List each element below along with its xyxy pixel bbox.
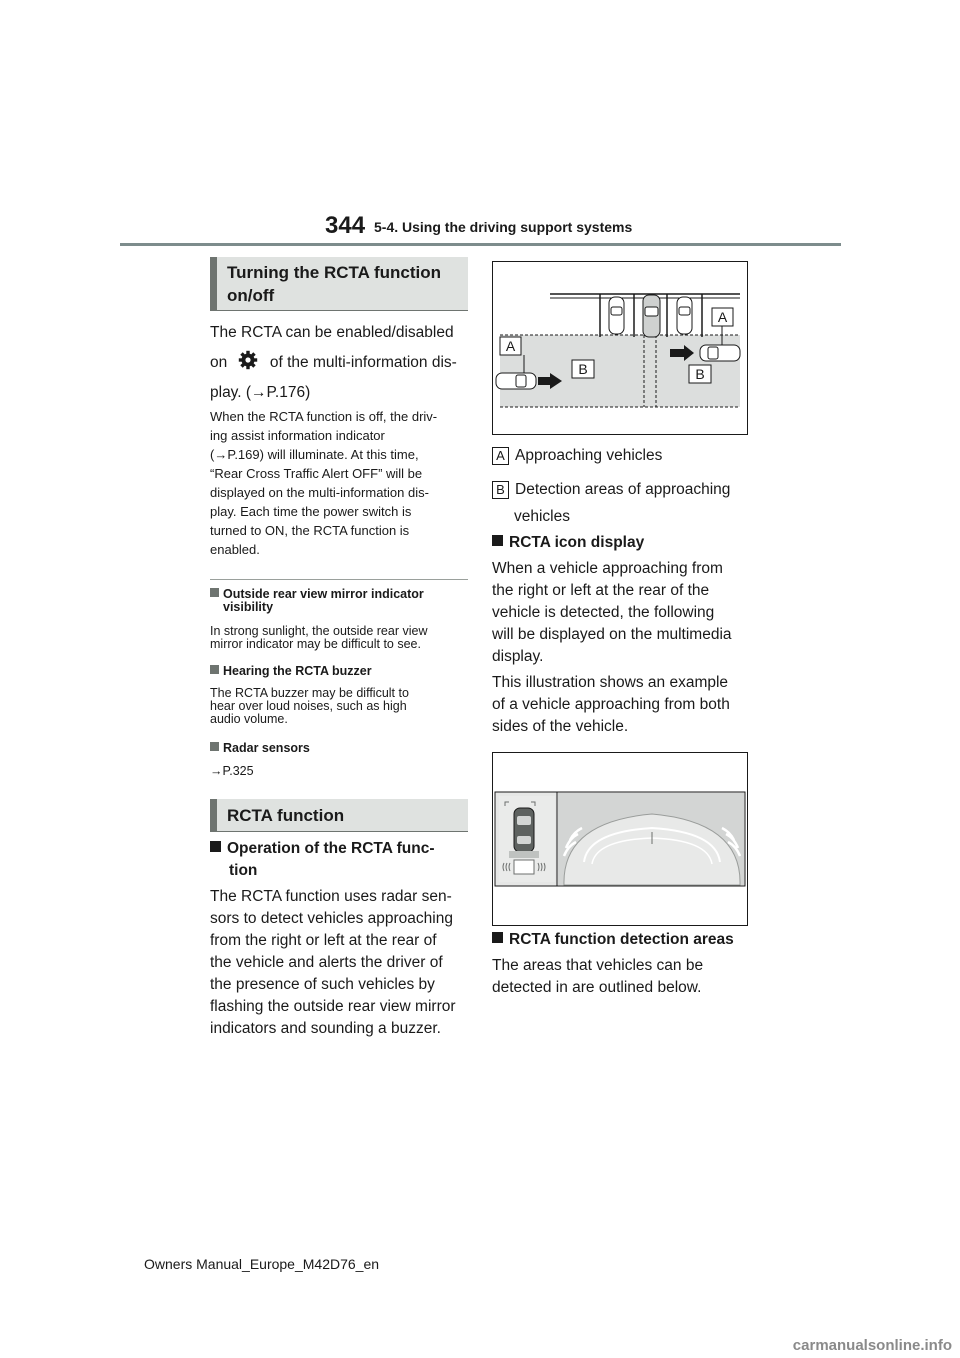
body-line: flashing the outside rear view mirror [210,998,456,1015]
intro-on: on [210,354,228,371]
note-block [210,407,437,559]
body-line: display. [492,648,544,665]
body-line: vehicle is detected, the following [492,604,715,621]
heading-turning-rcta [210,257,468,311]
parking-diagram [492,261,748,435]
body-line: This illustration shows an example [492,674,729,691]
note-line: play. Each time the power switch is [210,504,412,519]
subheading-text: Operation of the RCTA func- [227,840,435,857]
intro-rest: of the multi-information dis- [269,354,457,371]
info2-text [210,687,409,726]
body-line: detected in are outlined below. [492,979,702,996]
body-line: the right or left at the rear of the [492,582,710,599]
watermark: carmanualsonline.info [792,1337,952,1354]
label-a-left: A [505,338,516,354]
heading-rcta-function [210,799,468,832]
info2-line: hear over loud noises, such as high [210,699,407,713]
info2-title [210,665,372,678]
info2-line: audio volume. [210,712,288,726]
body-line: indicators and sounding a buzzer. [210,1020,441,1037]
body-line: The areas that vehicles can be [492,957,704,974]
intro-line-1: The RCTA can be enabled/disabled [210,324,454,341]
body-line: sides of the vehicle. [492,718,629,735]
body-line: the presence of such vehicles by [210,976,435,993]
note-line: turned to ON, the RCTA function is [210,523,410,538]
heading-text: RCTA function [227,806,345,825]
body-line: will be displayed on the multimedia [492,626,732,643]
header-rule [120,243,841,246]
body-line: When a vehicle approaching from [492,560,723,577]
operation-body [210,886,456,1040]
info-divider [210,579,468,580]
label-b-left: B [578,361,588,377]
subheading-text-2: tion [229,862,258,879]
subheading-detection-areas [492,929,734,951]
note-line: When the RCTA function is off, the driv- [210,409,438,424]
subheading-text: RCTA function detection areas [509,931,734,948]
label-a-right: A [717,309,728,325]
gear-icon [238,350,260,368]
note-line: displayed on the multi-information dis- [210,485,429,500]
icon-display-body-2 [492,672,730,738]
heading-line: Turning the RCTA function [227,263,442,282]
legend-b-text: Detection areas of approaching [515,481,731,498]
subheading-operation [210,838,435,882]
intro-line-3: play. (→P.176) [210,384,311,401]
body-line: The RCTA function uses radar sen- [210,888,452,905]
info3-title [210,742,310,755]
icon-display-body [492,558,732,668]
info3-text: →P.325 [210,764,254,778]
info3-title-text: Radar sensors [223,741,310,755]
label-b-right: B [695,366,705,382]
info1-line: In strong sunlight, the outside rear view [210,624,428,638]
info1-title-text: Outside rear view mirror indicator [223,587,424,601]
section-title: 5-4. Using the driving support systems [374,219,633,235]
info1-title [210,588,424,614]
info2-title-text: Hearing the RCTA buzzer [223,664,372,678]
page-number: 344 [325,212,366,239]
square-bullet-icon [492,535,503,546]
body-line: sors to detect vehicles approaching [210,910,453,927]
legend-b-line [492,479,730,501]
legend-b [492,479,730,528]
footer-text: Owners Manual_Europe_M42D76_en [144,1256,380,1272]
multimedia-display-illustration [492,752,748,926]
detection-areas-body [492,955,703,999]
legend-b-text-2: vehicles [514,508,570,525]
subheading-icon-display [492,532,644,554]
info1-line: mirror indicator may be difficult to see. [210,637,421,651]
body-line: the vehicle and alerts the driver of [210,954,443,971]
legend-a-text: Approaching vehicles [515,447,663,464]
info2-line: The RCTA buzzer may be difficult to [210,686,409,700]
subheading-line [210,838,435,860]
square-bullet-icon [210,742,219,751]
info1-title-text-2: visibility [223,600,274,614]
letter-b-box: B [492,481,509,499]
square-bullet-icon [210,665,219,674]
heading-line: on/off [227,286,275,305]
square-bullet-icon [210,841,221,852]
letter-a-box: A [492,447,509,465]
body-line: of a vehicle approaching from both [492,696,730,713]
square-bullet-icon [492,932,503,943]
note-line: (→P.169) will illuminate. At this time, [210,447,419,462]
intro-line-2 [210,350,457,374]
square-bullet-icon [210,588,219,597]
note-line: “Rear Cross Traffic Alert OFF” will be [210,466,423,481]
note-line: enabled. [210,542,260,557]
body-line: from the right or left at the rear of [210,932,437,949]
legend-a [492,445,662,467]
info1-text [210,625,427,651]
subheading-text: RCTA icon display [509,534,645,551]
note-line: ing assist information indicator [210,428,385,443]
